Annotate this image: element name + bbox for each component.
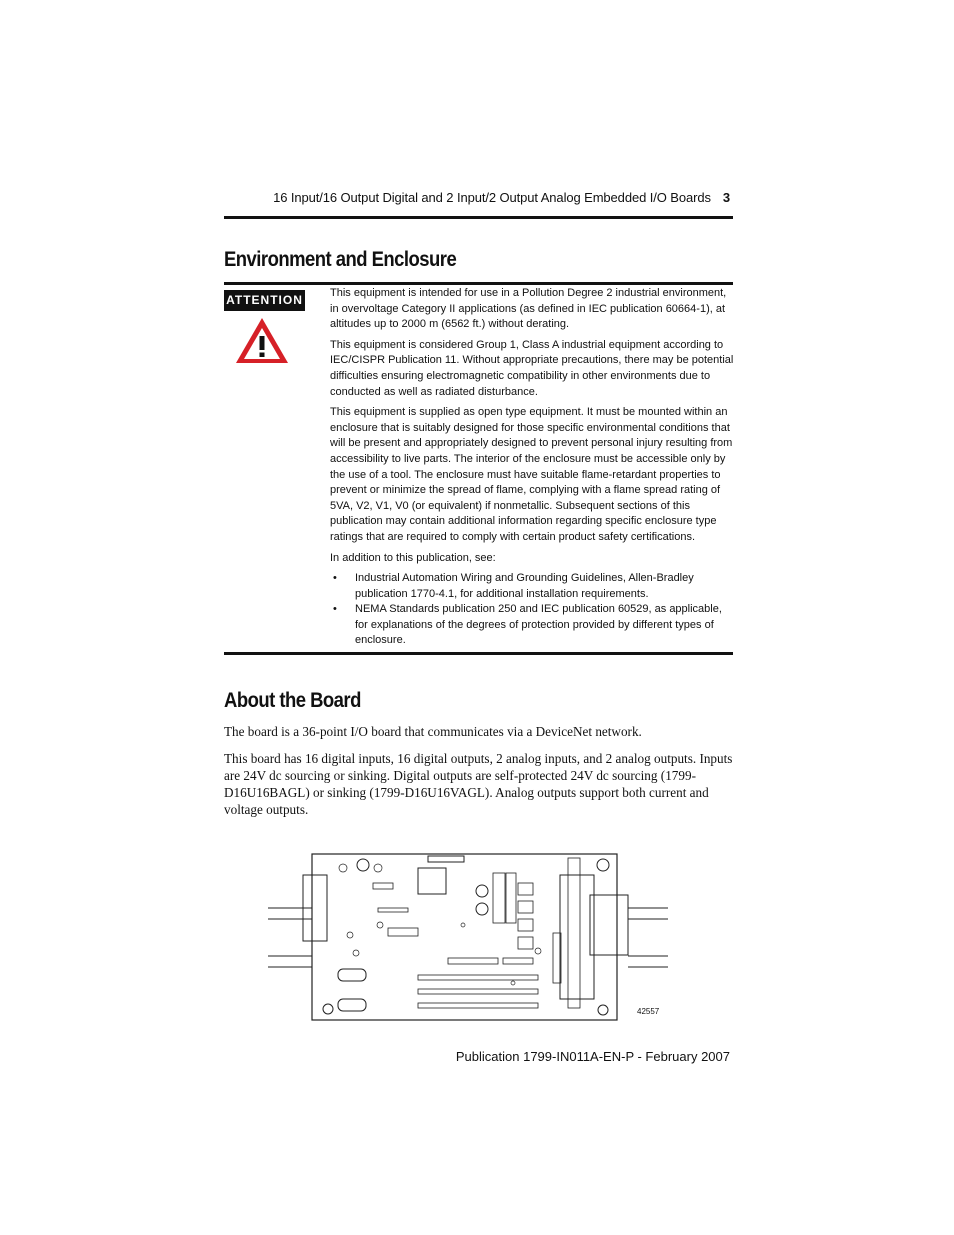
warning-triangle-icon [234, 316, 290, 371]
section-heading-about: About the Board [224, 689, 361, 712]
board-illustration [268, 853, 668, 1030]
bullet-icon: • [333, 572, 337, 585]
section-heading-environment: Environment and Enclosure [224, 248, 457, 271]
about-paragraph: The board is a 36-point I/O board that communicates via a DeviceNet network. [224, 724, 642, 739]
bullet-icon: • [333, 603, 337, 616]
publication-footer: Publication 1799-IN011A-EN-P - February 2007 [455, 1049, 730, 1064]
list-item: • Industrial Automation Wiring and Grounding Guidelines, Allen-Bradley publication 1770-4.1, for additional installation requirements. [333, 572, 694, 600]
attention-paragraph: This equipment is supplied as open type equipment. It must be mounted within an enclosure that is suitably designed for those specific environmental conditions that will be present and appropriately designed to prevent personal injury resulting from accessibility to live parts. The interior of the enclosure must be accessible only by the use of a tool. The enclosure must have suitable flame-retardant properties to prevent or minimize the spread of flame, complying with a flame spread rating of 5VA, V2, V1, V0 (or equivalent) if nonmetallic. Subsequent sections of this publication may contain additional information regarding specific enclosure type ratings that are required to comply with certain product safety certifications. [330, 406, 733, 543]
list-item: • NEMA Standards publication 250 and IEC publication 60529, as applicable, for explanations of the degrees of protection provided by different types of enclosure. [333, 603, 722, 647]
running-title: 16 Input/16 Output Digital and 2 Input/2 Output Analog Embedded I/O Boards [273, 190, 711, 205]
page-number: 3 [722, 190, 730, 205]
attention-bullet-list [330, 571, 734, 649]
running-header [230, 190, 730, 205]
attention-top-rule [224, 282, 733, 285]
attention-paragraph: In addition to this publication, see: [330, 551, 496, 564]
attention-bottom-rule [224, 652, 733, 655]
about-paragraph: This board has 16 digital inputs, 16 digital outputs, 2 analog inputs, and 2 analog outputs. Inputs are 24V dc sourcing or sinking. Digital outputs are self-protected 24V dc sourcing (1799-D16U16BAGL) or sinking (1799-D16U16VAGL). Analog outputs support both current and voltage outputs. [224, 751, 733, 817]
attention-paragraph: This equipment is intended for use in a Pollution Degree 2 industrial environment, in overvoltage Category II applications (as defined in IEC publication 60664-1), at altitudes up to 2000 m (6562 ft.) without derating. [330, 287, 727, 331]
attention-badge: ATTENTION [224, 290, 305, 311]
header-rule [224, 216, 733, 219]
figure-number: 42557 [637, 1007, 660, 1016]
attention-paragraph: This equipment is considered Group 1, Class A industrial equipment according to IEC/CISPR Publication 11. Without appropriate precautions, there may be potential difficulties ensuring electromagnetic compatibility in other environments due to conducted as well as radiated disturbance. [330, 338, 734, 398]
attention-body [330, 286, 734, 649]
